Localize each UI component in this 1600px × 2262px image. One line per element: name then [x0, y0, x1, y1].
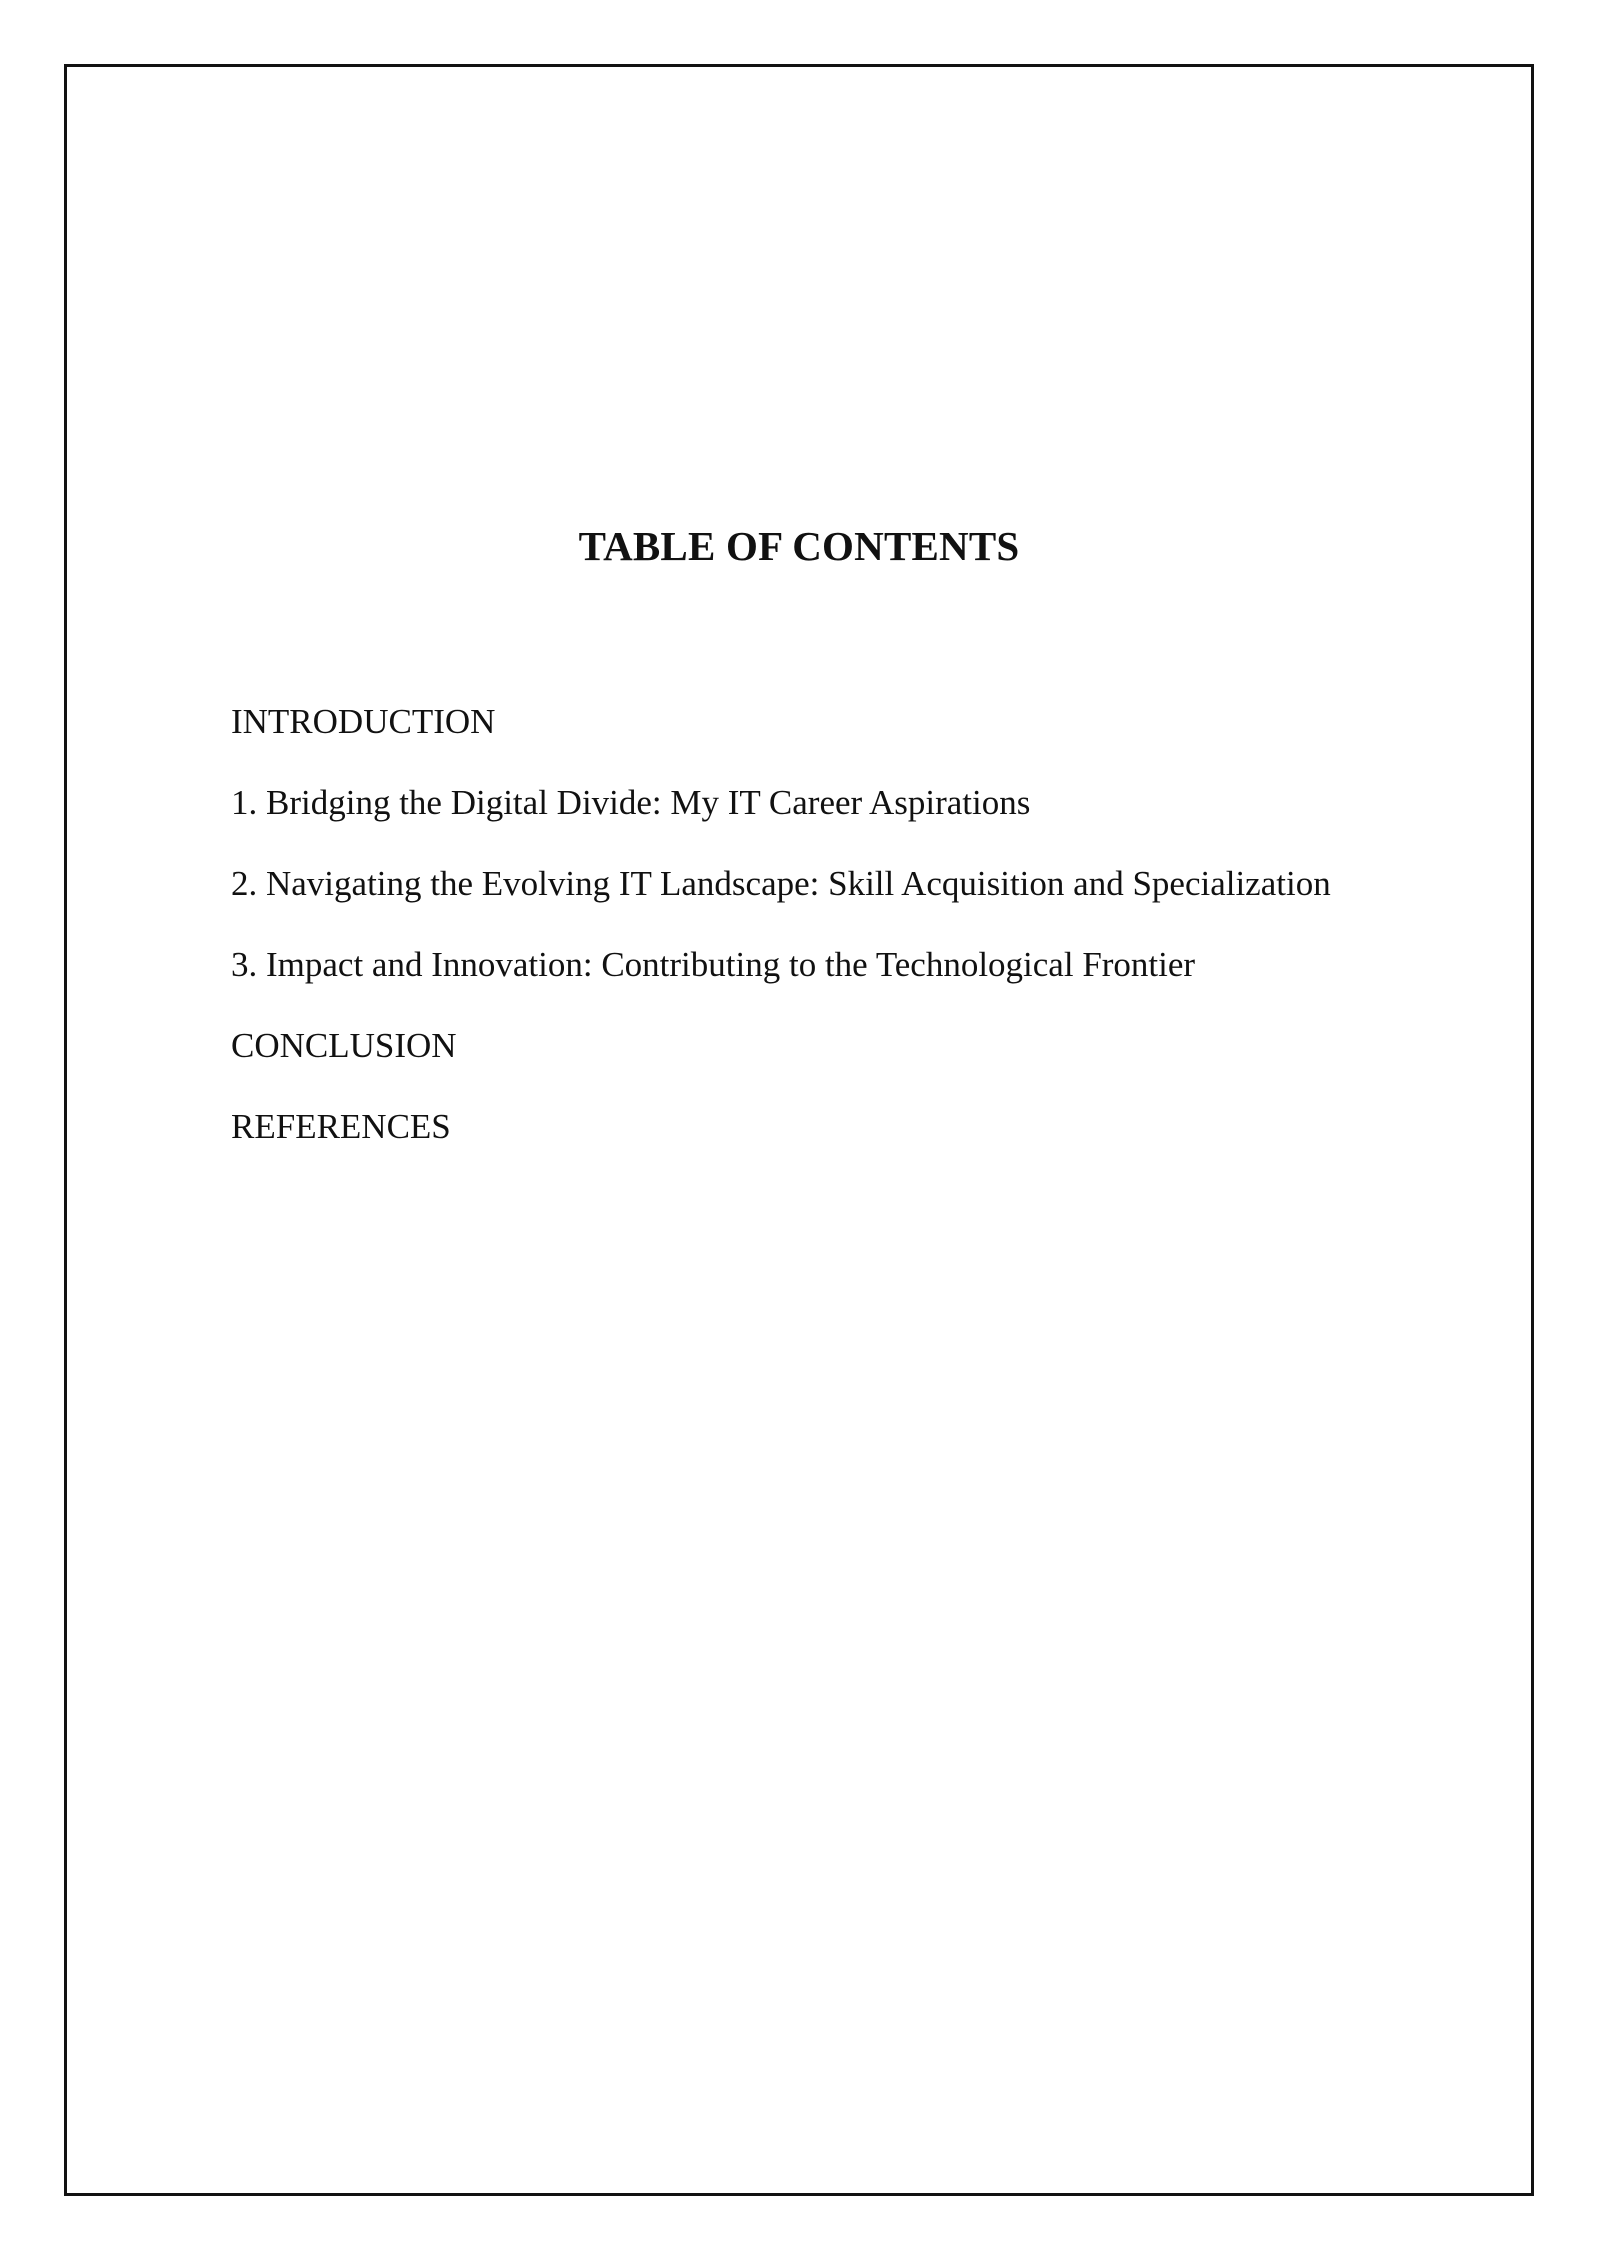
toc-item-references: REFERENCES [231, 1107, 451, 1146]
toc-item-section-1: 1. Bridging the Digital Divide: My IT Career Aspirations [231, 783, 1031, 822]
toc-item-introduction: INTRODUCTION [231, 702, 496, 741]
page-border [64, 64, 1534, 2196]
table-of-contents [231, 704, 1331, 1190]
toc-item-section-2: 2. Navigating the Evolving IT Landscape: Skill Acquisition and Specialization [231, 864, 1331, 903]
page-title: TABLE OF CONTENTS [578, 523, 1020, 569]
toc-item-section-3: 3. Impact and Innovation: Contributing to the Technological Frontier [231, 945, 1196, 984]
toc-item-conclusion: CONCLUSION [231, 1026, 457, 1065]
